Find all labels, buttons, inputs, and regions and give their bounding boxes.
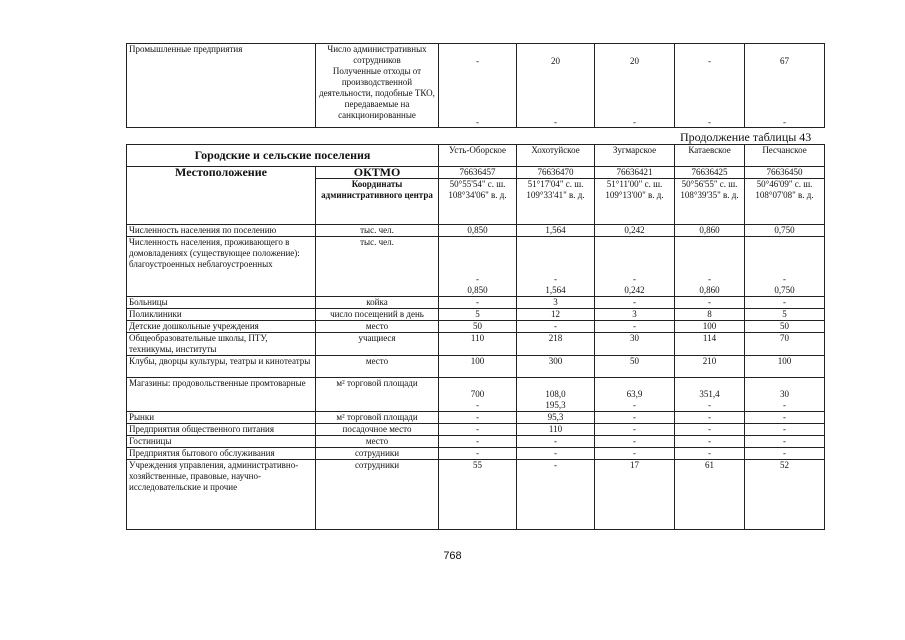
row-value: - bbox=[675, 436, 745, 448]
row-value: 210 bbox=[675, 356, 745, 378]
row-value: 17 bbox=[595, 460, 675, 530]
row-value: 8 bbox=[675, 309, 745, 321]
row-value: 50 bbox=[595, 356, 675, 378]
row-value: - bbox=[595, 424, 675, 436]
row-value: 3 bbox=[517, 297, 595, 309]
col-oktmo: 76636421 bbox=[595, 167, 675, 179]
row-value: - bbox=[595, 412, 675, 424]
row-value: 0,242 bbox=[595, 225, 675, 237]
row-value: - bbox=[595, 436, 675, 448]
row-value: 63,9 - bbox=[595, 378, 675, 412]
col-name: Хохотуйское bbox=[517, 145, 595, 167]
col-name: Катаевское bbox=[675, 145, 745, 167]
col-oktmo: 76636450 bbox=[745, 167, 825, 179]
row-value: - bbox=[517, 436, 595, 448]
row-value: - 0,860 bbox=[675, 237, 745, 297]
row-value: - bbox=[595, 321, 675, 333]
row-value: 70 bbox=[745, 333, 825, 356]
row-value: - bbox=[745, 448, 825, 460]
row-unit: место bbox=[316, 356, 439, 378]
row-unit: учащиеся bbox=[316, 333, 439, 356]
row-value: 30 bbox=[595, 333, 675, 356]
table-row bbox=[127, 333, 825, 356]
row-label: Детские дошкольные учреждения bbox=[127, 321, 316, 333]
table-row bbox=[127, 424, 825, 436]
row-value: - bbox=[439, 424, 517, 436]
row-value: 50 bbox=[439, 321, 517, 333]
top-val: 20 - bbox=[517, 44, 595, 128]
row-value: 1,564 bbox=[517, 225, 595, 237]
col-coords: 51°17'04" с. ш. 109°33'41" в. д. bbox=[517, 179, 595, 225]
top-val: - - bbox=[439, 44, 517, 128]
table-row bbox=[127, 448, 825, 460]
col-name: Усть-Оборское bbox=[439, 145, 517, 167]
row-value: - bbox=[439, 436, 517, 448]
col-name: Песчанское bbox=[745, 145, 825, 167]
row-unit: тыс. чел. bbox=[316, 237, 439, 297]
row-value: - bbox=[439, 412, 517, 424]
table-row bbox=[127, 460, 825, 530]
row-value: 218 bbox=[517, 333, 595, 356]
row-value: 30 - bbox=[745, 378, 825, 412]
row-label: Поликлиники bbox=[127, 309, 316, 321]
row-value: - bbox=[595, 297, 675, 309]
row-label: Рынки bbox=[127, 412, 316, 424]
table-row bbox=[127, 378, 825, 412]
row-label: Магазины: продовольственные промтоварные bbox=[127, 378, 316, 412]
row-value: 114 bbox=[675, 333, 745, 356]
row-value: 5 bbox=[745, 309, 825, 321]
row-value: 100 bbox=[675, 321, 745, 333]
col-oktmo: 76636425 bbox=[675, 167, 745, 179]
location-header: Местоположение bbox=[127, 167, 316, 225]
page-number: 768 bbox=[443, 550, 462, 562]
row-unit: посадочное место bbox=[316, 424, 439, 436]
row-value: 3 bbox=[595, 309, 675, 321]
row-unit: место bbox=[316, 321, 439, 333]
row-value: - bbox=[745, 424, 825, 436]
row-unit: койка bbox=[316, 297, 439, 309]
row-value: 0,860 bbox=[675, 225, 745, 237]
table-row bbox=[127, 436, 825, 448]
row-label: Предприятия общественного питания bbox=[127, 424, 316, 436]
main-table bbox=[126, 144, 825, 530]
row-value: - bbox=[675, 412, 745, 424]
table-row bbox=[127, 321, 825, 333]
row-value: - 0,850 bbox=[439, 237, 517, 297]
top-val: 20 - bbox=[595, 44, 675, 128]
row-label: Численность населения, проживающего в домовладениях (существующее положение): благоустроенных неблагоустроенных bbox=[127, 237, 316, 297]
row-unit: м² торговой площади bbox=[316, 412, 439, 424]
row-value: - bbox=[745, 297, 825, 309]
table-row bbox=[127, 297, 825, 309]
row-label: Учреждения управления, административно-хозяйственные, правовые, научно-исследовательские и прочие bbox=[127, 460, 316, 530]
settlements-header: Городские и сельские поселения bbox=[127, 145, 439, 167]
row-value: - bbox=[439, 297, 517, 309]
row-value: 95,3 bbox=[517, 412, 595, 424]
row-label: Больницы bbox=[127, 297, 316, 309]
row-unit: сотрудники bbox=[316, 448, 439, 460]
row-value: 100 bbox=[745, 356, 825, 378]
row-value: - bbox=[675, 448, 745, 460]
row-value: - bbox=[745, 436, 825, 448]
col-coords: 50°46'09" с. ш. 108°07'08" в. д. bbox=[745, 179, 825, 225]
row-value: 55 bbox=[439, 460, 517, 530]
row-value: - bbox=[517, 460, 595, 530]
oktmo-header: ОКТМО bbox=[316, 167, 439, 179]
row-value: 5 bbox=[439, 309, 517, 321]
row-value: 52 bbox=[745, 460, 825, 530]
continuation-label: Продолжение таблицы 43 bbox=[680, 130, 812, 144]
row-value: - bbox=[675, 424, 745, 436]
table-row bbox=[127, 237, 825, 297]
row-value: 0,750 bbox=[745, 225, 825, 237]
row-value: 700 - bbox=[439, 378, 517, 412]
row-label: Численность населения по поселению bbox=[127, 225, 316, 237]
col-oktmo: 76636470 bbox=[517, 167, 595, 179]
col-oktmo: 76636457 bbox=[439, 167, 517, 179]
top-indicator: Число административных сотрудников Полученные отходы от производственной деятельности, подобные ТКО, передаваемые на санкционированные bbox=[316, 44, 439, 128]
row-unit: сотрудники bbox=[316, 460, 439, 530]
row-value: 110 bbox=[517, 424, 595, 436]
row-value: - 0,242 bbox=[595, 237, 675, 297]
row-value: 12 bbox=[517, 309, 595, 321]
coords-header: Координаты административного центра bbox=[316, 179, 439, 225]
col-coords: 50°55'54" с. ш. 108°34'06" в. д. bbox=[439, 179, 517, 225]
col-coords: 51°11'00" с. ш. 109°13'00" в. д. bbox=[595, 179, 675, 225]
top-val: - - bbox=[675, 44, 745, 128]
row-value: 351,4 - bbox=[675, 378, 745, 412]
row-value: - bbox=[517, 448, 595, 460]
row-unit: место bbox=[316, 436, 439, 448]
row-label: Предприятия бытового обслуживания bbox=[127, 448, 316, 460]
table-row bbox=[127, 356, 825, 378]
row-value: 110 bbox=[439, 333, 517, 356]
row-value: 0,850 bbox=[439, 225, 517, 237]
table-row bbox=[127, 225, 825, 237]
row-unit: тыс. чел. bbox=[316, 225, 439, 237]
top-table bbox=[126, 43, 825, 128]
row-value: - 0,750 bbox=[745, 237, 825, 297]
top-val: 67 - bbox=[745, 44, 825, 128]
col-name: Зугмарское bbox=[595, 145, 675, 167]
row-value: 100 bbox=[439, 356, 517, 378]
top-label: Промышленные предприятия bbox=[127, 44, 316, 128]
row-value: - bbox=[439, 448, 517, 460]
col-coords: 50°56'55" с. ш. 108°39'35" в. д. bbox=[675, 179, 745, 225]
row-value: 108,0 195,3 bbox=[517, 378, 595, 412]
table-row bbox=[127, 309, 825, 321]
row-label: Гостиницы bbox=[127, 436, 316, 448]
row-value: 50 bbox=[745, 321, 825, 333]
row-value: - 1,564 bbox=[517, 237, 595, 297]
row-value: - bbox=[675, 297, 745, 309]
row-unit: м² торговой площади bbox=[316, 378, 439, 412]
row-value: - bbox=[595, 448, 675, 460]
row-label: Клубы, дворцы культуры, театры и кинотеатры bbox=[127, 356, 316, 378]
row-value: - bbox=[517, 321, 595, 333]
row-value: 300 bbox=[517, 356, 595, 378]
row-value: - bbox=[745, 412, 825, 424]
table-row bbox=[127, 412, 825, 424]
row-value: 61 bbox=[675, 460, 745, 530]
table-body bbox=[127, 225, 825, 530]
row-unit: число посещений в день bbox=[316, 309, 439, 321]
row-label: Общеобразовательные школы, ПТУ, техникумы, институты bbox=[127, 333, 316, 356]
